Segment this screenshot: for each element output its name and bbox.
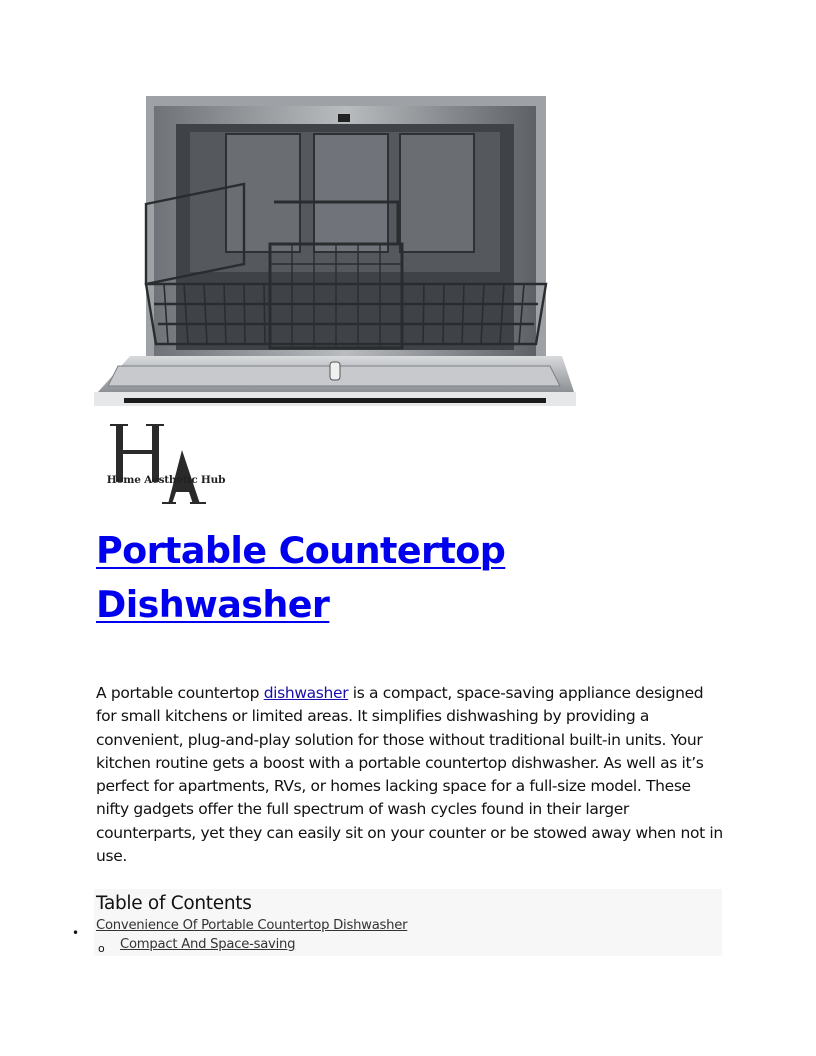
toc-title: Table of Contents [96,893,252,914]
title-link[interactable]: Portable Countertop Dishwasher [96,529,506,626]
toc-item-convenience[interactable]: Convenience Of Portable Countertop Dishwasher [96,918,408,933]
intro-text-start: A portable countertop [96,684,264,702]
dishwasher-link[interactable]: dishwasher [263,684,349,702]
intro-paragraph [96,682,726,868]
toc-sub-bullet-marker: o [98,942,105,955]
page-title [96,524,656,632]
brand-logo[interactable] [96,420,236,508]
toc-item-compact[interactable]: Compact And Space-saving [120,937,296,952]
intro-text-rest: is a compact, space-saving appliance designed for small kitchens or limited areas. It simplifies dishwashing by providing a convenient, plug-and-play solution for those without traditional built-in units. Your kitchen routine gets a boost with a portable countertop dishwasher. As well as it’s perfect for apartments, RVs, or homes lacking space for a full-size model. These nifty gadgets offer the full spectrum of wash cycles found in their larger counterparts, yet they can easily sit on your counter or be stowed away when not in use. [96,684,723,866]
dishwasher-product-image [94,94,576,420]
brand-name: Home Aesthetic Hub [106,474,226,486]
toc-bullet-marker: • [72,926,80,940]
table-of-contents [94,889,722,956]
ha-monogram-icon [96,420,236,508]
